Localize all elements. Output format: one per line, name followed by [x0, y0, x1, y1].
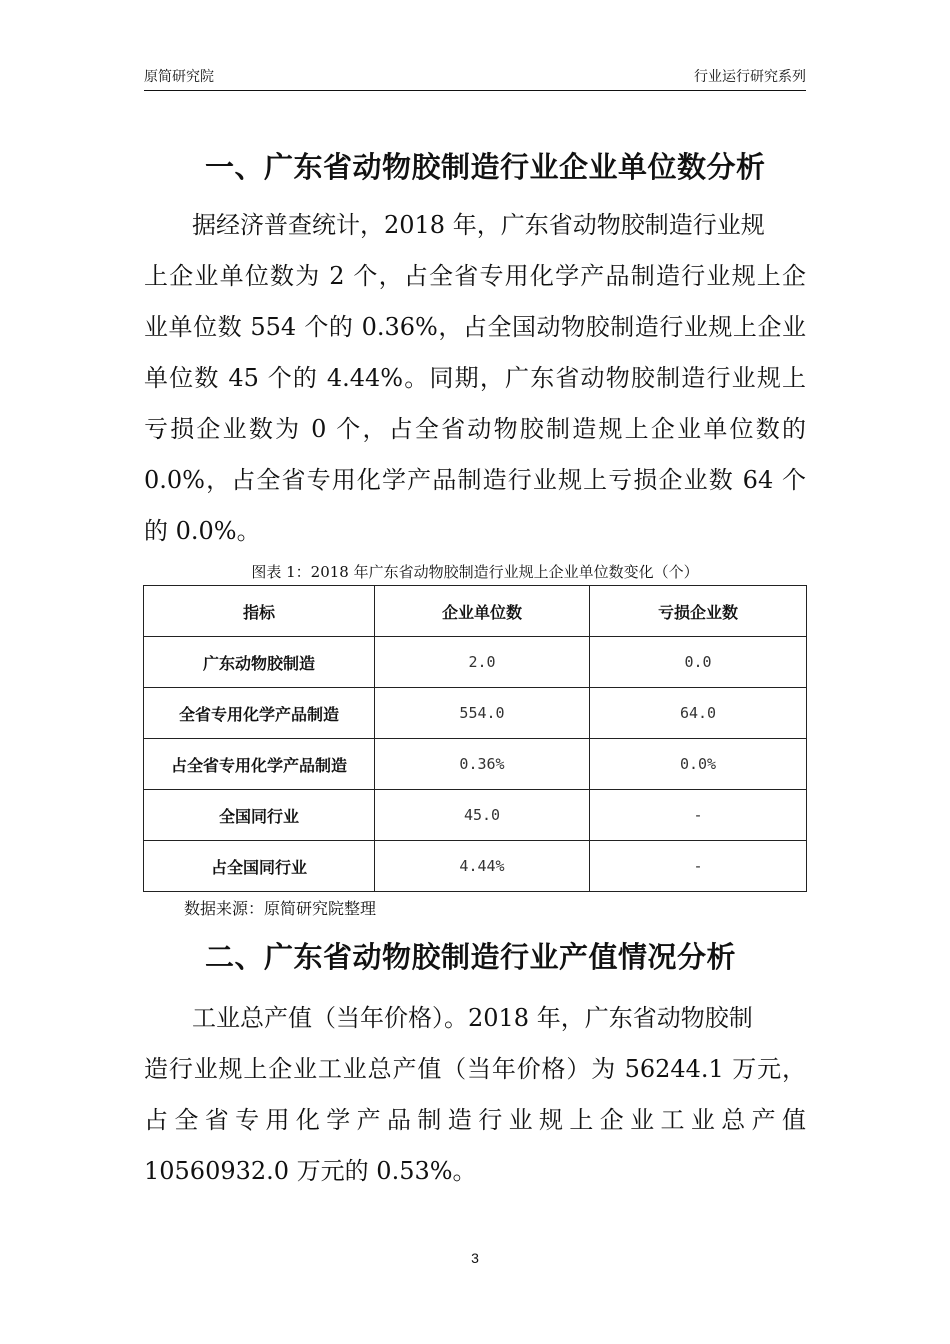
table-row [144, 688, 807, 739]
column-header-enterprise-count: 企业单位数 [375, 586, 590, 637]
enterprise-count-cell: 4.44% [375, 841, 590, 892]
loss-count-cell: - [590, 841, 807, 892]
paragraph-line: 的 0.0%。 [144, 517, 261, 545]
paragraph-line: 工业总产值（当年价格）。2018 年，广东省动物胶制 [192, 1004, 753, 1032]
table-row [144, 739, 807, 790]
enterprise-count-table [143, 585, 807, 892]
loss-count-cell: - [590, 790, 807, 841]
row-label: 占全国同行业 [144, 841, 375, 892]
table-row [144, 637, 807, 688]
paragraph-line: 造行业规上企业工业总产值（当年价格）为 56244.1 万元， [144, 1055, 806, 1083]
loss-count-cell: 0.0% [590, 739, 807, 790]
section-2-heading: 二、广东省动物胶制造行业产值情况分析 [205, 940, 737, 974]
paragraph-line: 0.0%，占全省专用化学产品制造行业规上亏损企业数 64 个 [144, 466, 806, 494]
enterprise-count-cell: 2.0 [375, 637, 590, 688]
enterprise-count-cell: 554.0 [375, 688, 590, 739]
paragraph-line: 业单位数 554 个的 0.36%，占全国动物胶制造行业规上企业 [144, 313, 806, 341]
loss-count-cell: 64.0 [590, 688, 807, 739]
paragraph-line: 据经济普查统计，2018 年，广东省动物胶制造行业规 [192, 211, 765, 239]
paragraph-line: 单位数 45 个的 4.44%。同期，广东省动物胶制造行业规上 [144, 364, 806, 392]
paragraph-line: 占全省专用化学产品制造行业规上企业工业总产值 [144, 1106, 806, 1134]
loss-count-cell: 0.0 [590, 637, 807, 688]
header-left-label: 原简研究院 [144, 68, 214, 84]
column-header-indicator: 指标 [144, 586, 375, 637]
section-2-paragraph [144, 993, 806, 1197]
row-label: 全国同行业 [144, 790, 375, 841]
table-row [144, 841, 807, 892]
paragraph-line: 10560932.0 万元的 0.53%。 [144, 1157, 477, 1185]
table-caption: 图表 1：2018 年广东省动物胶制造行业规上企业单位数变化（个） [251, 563, 699, 581]
enterprise-count-cell: 45.0 [375, 790, 590, 841]
page-number: 3 [471, 1250, 479, 1266]
row-label: 全省专用化学产品制造 [144, 688, 375, 739]
section-1-heading: 一、广东省动物胶制造行业企业单位数分析 [205, 150, 766, 184]
paragraph-line: 上企业单位数为 2 个，占全省专用化学产品制造行业规上企 [144, 262, 806, 290]
paragraph-line: 亏损企业数为 0 个，占全省动物胶制造规上企业单位数的 [144, 415, 806, 443]
table-row [144, 790, 807, 841]
row-label: 占全省专用化学产品制造 [144, 739, 375, 790]
column-header-loss-count: 亏损企业数 [590, 586, 807, 637]
header-divider [144, 90, 806, 91]
row-label: 广东动物胶制造 [144, 637, 375, 688]
table-source-note: 数据来源：原简研究院整理 [184, 899, 377, 918]
table-header-row [144, 586, 807, 637]
section-1-paragraph [144, 200, 806, 557]
enterprise-count-cell: 0.36% [375, 739, 590, 790]
header-right-label: 行业运行研究系列 [694, 68, 806, 84]
